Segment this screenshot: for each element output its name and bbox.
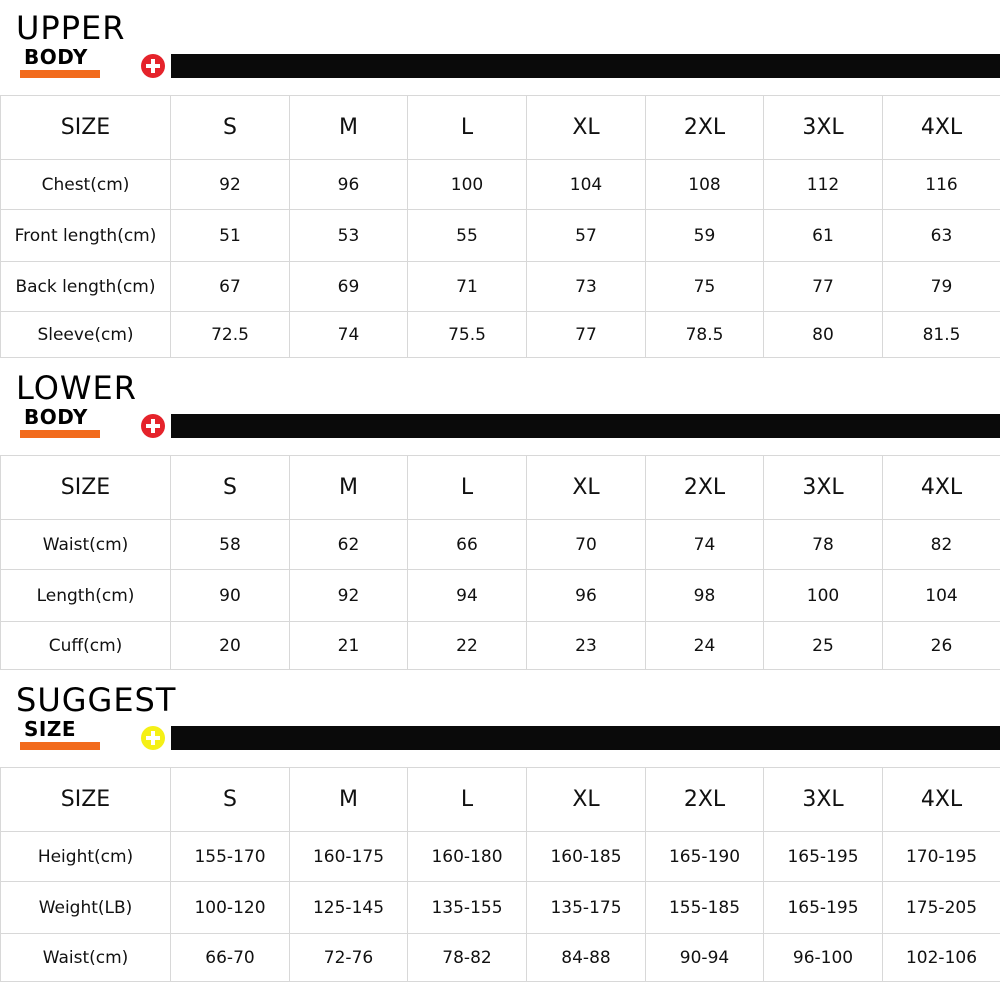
table-header-row — [1, 456, 1000, 520]
size-column-header: L — [408, 456, 527, 520]
table-cell: 57 — [527, 210, 646, 262]
table-cell: 73 — [527, 262, 646, 312]
table-cell: 25 — [764, 622, 883, 670]
table-row — [1, 520, 1000, 570]
size-header-cell: SIZE — [1, 768, 171, 832]
size-column-header: 3XL — [764, 96, 883, 160]
table-cell: 23 — [527, 622, 646, 670]
table-header-row — [1, 96, 1000, 160]
table-cell: 92 — [290, 570, 408, 622]
table-cell: 71 — [408, 262, 527, 312]
table-cell: 116 — [883, 160, 1000, 210]
size-column-header: M — [290, 768, 408, 832]
table-cell: 26 — [883, 622, 1000, 670]
table-cell: 53 — [290, 210, 408, 262]
table-cell: 77 — [764, 262, 883, 312]
row-label: Length(cm) — [1, 570, 171, 622]
size-column-header: XL — [527, 456, 646, 520]
table-cell: 24 — [646, 622, 764, 670]
table-cell: 135-175 — [527, 882, 646, 934]
table-cell: 104 — [883, 570, 1000, 622]
row-label: Sleeve(cm) — [1, 312, 171, 358]
table-cell: 77 — [527, 312, 646, 358]
table-cell: 100-120 — [171, 882, 290, 934]
subtitle-underline — [20, 430, 100, 438]
table-cell: 155-185 — [646, 882, 764, 934]
section-header — [0, 370, 1000, 460]
size-table — [0, 455, 1000, 670]
section-title: UPPER — [16, 9, 126, 47]
table-cell: 59 — [646, 210, 764, 262]
subtitle-underline — [20, 742, 100, 750]
size-column-header: S — [171, 456, 290, 520]
size-table — [0, 95, 1000, 358]
table-cell: 92 — [171, 160, 290, 210]
table-cell: 175-205 — [883, 882, 1000, 934]
table-cell: 63 — [883, 210, 1000, 262]
subtitle-underline — [20, 70, 100, 78]
size-column-header: S — [171, 768, 290, 832]
size-column-header: 3XL — [764, 768, 883, 832]
table-cell: 104 — [527, 160, 646, 210]
table-cell: 170-195 — [883, 832, 1000, 882]
table-cell: 21 — [290, 622, 408, 670]
table-cell: 22 — [408, 622, 527, 670]
size-header-cell: SIZE — [1, 456, 171, 520]
size-column-header: XL — [527, 96, 646, 160]
table-cell: 84-88 — [527, 934, 646, 982]
size-column-header: 2XL — [646, 768, 764, 832]
row-label: Waist(cm) — [1, 934, 171, 982]
table-cell: 66 — [408, 520, 527, 570]
section-header — [0, 10, 1000, 100]
table-cell: 74 — [646, 520, 764, 570]
section-divider-bar — [171, 54, 1000, 78]
table-cell: 72-76 — [290, 934, 408, 982]
table-row — [1, 882, 1000, 934]
size-column-header: M — [290, 96, 408, 160]
table-cell: 125-145 — [290, 882, 408, 934]
table-cell: 165-190 — [646, 832, 764, 882]
row-label: Cuff(cm) — [1, 622, 171, 670]
table-cell: 98 — [646, 570, 764, 622]
section-subtitle: BODY — [24, 405, 88, 429]
table-cell: 160-175 — [290, 832, 408, 882]
row-label: Front length(cm) — [1, 210, 171, 262]
table-cell: 81.5 — [883, 312, 1000, 358]
table-cell: 74 — [290, 312, 408, 358]
size-header-cell: SIZE — [1, 96, 171, 160]
plus-circle-icon — [141, 726, 165, 750]
size-column-header: 4XL — [883, 456, 1000, 520]
section-header — [0, 682, 1000, 772]
table-cell: 90 — [171, 570, 290, 622]
size-column-header: XL — [527, 768, 646, 832]
row-label: Back length(cm) — [1, 262, 171, 312]
table-cell: 108 — [646, 160, 764, 210]
table-cell: 51 — [171, 210, 290, 262]
table-cell: 96 — [527, 570, 646, 622]
table-cell: 160-180 — [408, 832, 527, 882]
table-row — [1, 262, 1000, 312]
table-cell: 160-185 — [527, 832, 646, 882]
table-cell: 75 — [646, 262, 764, 312]
section-title: LOWER — [16, 369, 137, 407]
size-column-header: 2XL — [646, 96, 764, 160]
table-row — [1, 832, 1000, 882]
size-column-header: 4XL — [883, 96, 1000, 160]
table-cell: 155-170 — [171, 832, 290, 882]
table-cell: 78.5 — [646, 312, 764, 358]
size-column-header: M — [290, 456, 408, 520]
table-cell: 72.5 — [171, 312, 290, 358]
size-column-header: L — [408, 768, 527, 832]
table-row — [1, 570, 1000, 622]
table-cell: 70 — [527, 520, 646, 570]
size-column-header: L — [408, 96, 527, 160]
table-cell: 58 — [171, 520, 290, 570]
row-label: Chest(cm) — [1, 160, 171, 210]
size-table — [0, 767, 1000, 982]
table-cell: 100 — [408, 160, 527, 210]
table-cell: 102-106 — [883, 934, 1000, 982]
size-column-header: 4XL — [883, 768, 1000, 832]
table-cell: 69 — [290, 262, 408, 312]
table-row — [1, 312, 1000, 358]
table-cell: 79 — [883, 262, 1000, 312]
plus-circle-icon — [141, 414, 165, 438]
table-cell: 80 — [764, 312, 883, 358]
table-cell: 94 — [408, 570, 527, 622]
table-row — [1, 160, 1000, 210]
section-subtitle: SIZE — [24, 717, 77, 741]
table-cell: 165-195 — [764, 882, 883, 934]
table-cell: 66-70 — [171, 934, 290, 982]
table-cell: 96-100 — [764, 934, 883, 982]
section-title: SUGGEST — [16, 681, 177, 719]
table-cell: 75.5 — [408, 312, 527, 358]
table-cell: 100 — [764, 570, 883, 622]
size-column-header: S — [171, 96, 290, 160]
table-row — [1, 622, 1000, 670]
section-divider-bar — [171, 726, 1000, 750]
table-cell: 62 — [290, 520, 408, 570]
plus-circle-icon — [141, 54, 165, 78]
table-cell: 67 — [171, 262, 290, 312]
table-row — [1, 210, 1000, 262]
table-cell: 112 — [764, 160, 883, 210]
size-column-header: 3XL — [764, 456, 883, 520]
table-cell: 78 — [764, 520, 883, 570]
table-cell: 78-82 — [408, 934, 527, 982]
section-subtitle: BODY — [24, 45, 88, 69]
table-row — [1, 934, 1000, 982]
table-cell: 20 — [171, 622, 290, 670]
table-cell: 55 — [408, 210, 527, 262]
row-label: Waist(cm) — [1, 520, 171, 570]
table-cell: 165-195 — [764, 832, 883, 882]
row-label: Weight(LB) — [1, 882, 171, 934]
table-header-row — [1, 768, 1000, 832]
table-cell: 61 — [764, 210, 883, 262]
table-cell: 82 — [883, 520, 1000, 570]
table-cell: 96 — [290, 160, 408, 210]
row-label: Height(cm) — [1, 832, 171, 882]
table-cell: 90-94 — [646, 934, 764, 982]
table-cell: 135-155 — [408, 882, 527, 934]
size-column-header: 2XL — [646, 456, 764, 520]
section-divider-bar — [171, 414, 1000, 438]
